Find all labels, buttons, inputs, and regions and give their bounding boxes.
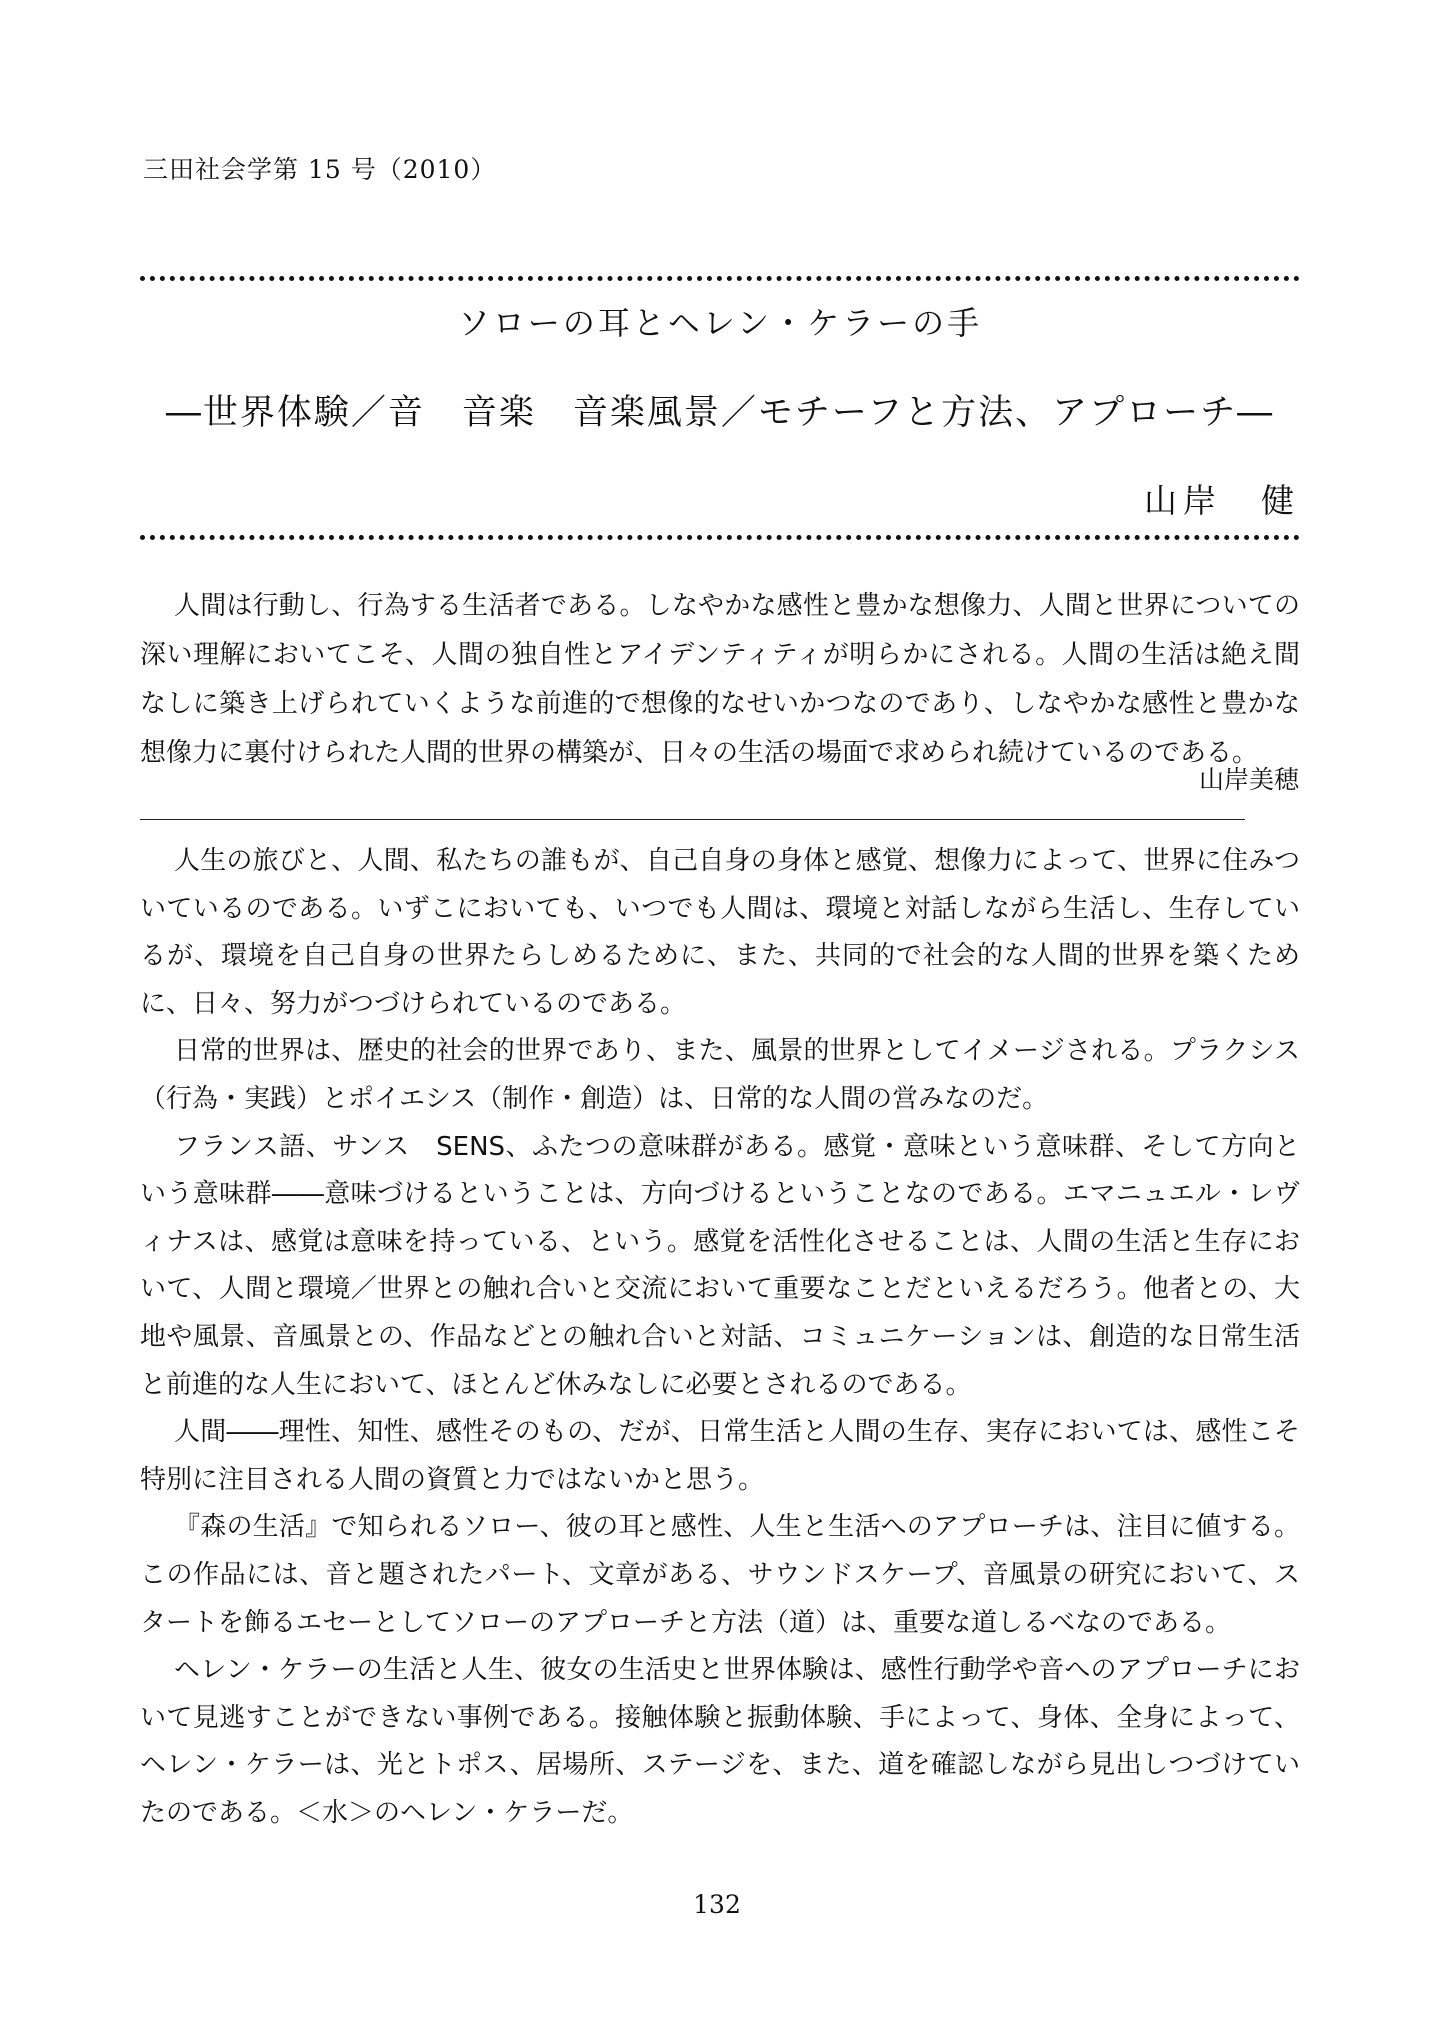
article-body: [140, 838, 1300, 1837]
epigraph-text: 人間は行動し、行為する生活者である。しなやかな感性と豊かな想像力、人間と世界についての深い理解においてこそ、人間の独自性とアイデンティティが明らかにされる。人間の生活は絶え間なしに築き上げられていくような前進的で想像的なせいかつなのであり、しなやかな感性と豊かな想像力に裏付けられた人間的世界の構築が、日々の生活の場面で求められ続けているのである。: [140, 591, 1300, 768]
article-author: 山岸 健: [1144, 481, 1300, 520]
epigraph-attribution: 山岸美穂: [1198, 765, 1299, 794]
body-paragraph: ヘレン・ケラーの生活と人生、彼女の生活史と世界体験は、感性行動学や音へのアプローチにおいて見逃すことができない事例である。接触体験と振動体験、手によって、身体、全身によって、ヘレン・ケラーは、光とトポス、居場所、ステージを、また、道を確認しながら見出しつづけていたのである。＜水＞のヘレン・ケラーだ。: [140, 1655, 1300, 1828]
article-title: ソローの耳とヘレン・ケラーの手: [457, 304, 983, 342]
body-paragraph: 人間――理性、知性、感性そのもの、だが、日常生活と人間の生存、実存においては、感性こそ特別に注目される人間の資質と力ではないかと思う。: [140, 1417, 1300, 1495]
page-number: 132: [693, 1890, 741, 1919]
body-paragraph: フランス語、サンス SENS、ふたつの意味群がある。感覚・意味という意味群、そして方向という意味群――意味づけるということは、方向づけるということなのである。エマニュエル・レヴィナスは、感覚は意味を持っている、という。感覚を活性化させることは、人間の生活と生存において、人間と環境／世界との触れ合いと交流において重要なことだといえるだろう。他者との、大地や風景、音風景との、作品などとの触れ合いと対話、コミュニケーションは、創造的な日常生活と前進的な人生において、ほとんど休みなしに必要とされるのである。: [140, 1131, 1300, 1400]
journal-running-header: 三田社会学第 15 号（2010）: [143, 155, 497, 184]
title-top-dotted-rule: [140, 276, 1300, 281]
title-bottom-dotted-rule: [140, 535, 1300, 540]
body-paragraph: 人生の旅びと、人間、私たちの誰もが、自己自身の身体と感覚、想像力によって、世界に住みついているのである。いずこにおいても、いつでも人間は、環境と対話しながら生活し、生存しているが、環境を自己自身の世界たらしめるために、また、共同的で社会的な人間的世界を築くために、日々、努力がつづけられているのである。: [140, 846, 1300, 1019]
epigraph-separator-rule: [140, 819, 1245, 820]
body-paragraph: 日常的世界は、歴史的社会的世界であり、また、風景的世界としてイメージされる。プラクシス（行為・実践）とポイエシス（制作・創造）は、日常的な人間の営みなのだ。: [140, 1036, 1300, 1114]
article-subtitle: ―世界体験／音 音楽 音楽風景／モチーフと方法、アプローチ―: [165, 393, 1275, 433]
body-paragraph: 『森の生活』で知られるソロー、彼の耳と感性、人生と生活へのアプローチは、注目に値する。この作品には、音と題されたパート、文章がある、サウンドスケープ、音風景の研究において、スタートを飾るエセーとしてソローのアプローチと方法（道）は、重要な道しるべなのである。: [140, 1512, 1300, 1638]
